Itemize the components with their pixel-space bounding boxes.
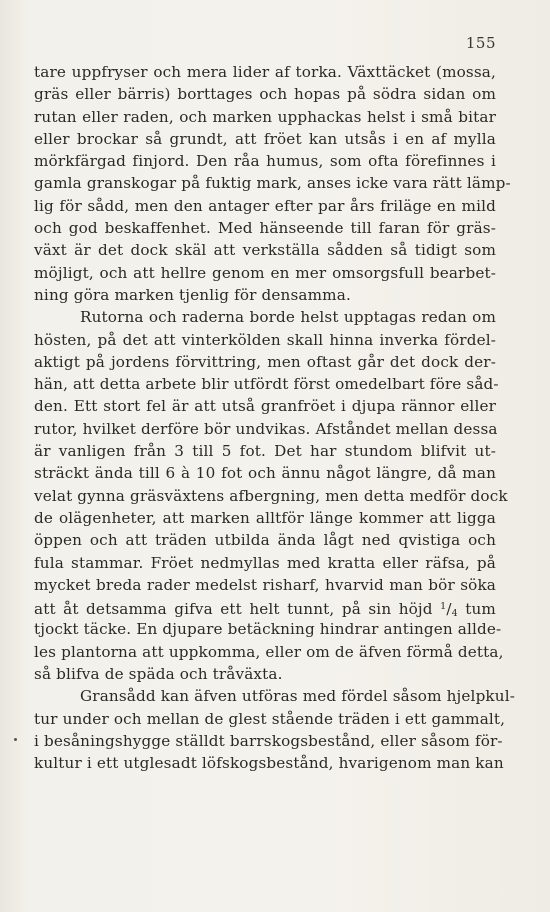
text-segment: att åt detsamma gifva ett helt tunnt, på sin höjd (34, 600, 433, 619)
text-line: sträckt ända till 6 à 10 fot och ännu något längre, då man (34, 464, 496, 483)
text-line: öppen och att träden utbilda ända lågt ned qvistiga och (34, 531, 496, 550)
text-line: lig för sådd, men den antager efter par års friläge en mild (34, 196, 496, 215)
text-line: mörkfärgad finjord. Den råa humus, som ofta förefinnes i (34, 152, 496, 171)
text-line: gamla granskogar på fuktig mark, anses icke vara rätt lämp- (34, 174, 511, 193)
text-line: velat gynna gräsväxtens afbergning, men detta medför dock (34, 486, 508, 505)
paragraph-end-line: så blifva de späda och tråväxta. (34, 665, 283, 684)
paragraph-end-line: ning göra marken tjenlig för densamma. (34, 285, 351, 304)
text-line: fula stammar. Fröet nedmyllas med kratta eller räfsa, på (34, 553, 496, 572)
fraction-line (34, 596, 496, 618)
text-line: och god beskaffenhet. Med hänseende till faran för gräs- (34, 219, 496, 238)
text-line: rutor, hvilket derföre bör undvikas. Afståndet mellan dessa (34, 419, 498, 438)
text-line: les plantorna att uppkomma, eller om de äfven förmå detta, (34, 642, 504, 661)
text-line: de olägenheter, att marken alltför länge kommer att ligga (34, 508, 496, 527)
text-line: i besåningshygge ställdt barrskogsbestånd, eller såsom för- (34, 731, 503, 750)
text-line: eller brockar så grundt, att fröet kan utsås i en af mylla (34, 129, 496, 148)
text-line: möjligt, och att hellre genom en mer omsorgsfull bearbet- (34, 263, 496, 282)
paragraph-start-line: Gransådd kan äfven utföras med fördel såsom hjelpkul- (80, 687, 516, 706)
text-line: är vanligen från 3 till 5 fot. Det har stundom blifvit ut- (34, 442, 496, 461)
unit-text: tum (465, 600, 496, 619)
page-number: 155 (465, 34, 496, 52)
paragraph-start-line: Rutorna och raderna borde helst upptagas redan om (80, 308, 496, 327)
text-line: den. Ett stort fel är att utså granfröet i djupa rännor eller (34, 397, 496, 416)
text-line: tjockt täcke. En djupare betäckning hindrar antingen allde- (34, 620, 502, 639)
text-line: hösten, på det att vinterkölden skall hinna inverka fördel- (34, 330, 496, 349)
margin-mark (14, 738, 17, 741)
text-line: mycket breda rader medelst risharf, hvarvid man bör söka (34, 575, 496, 594)
text-line: aktigt på jordens förvittring, men oftast går det dock der- (34, 352, 496, 371)
text-line: hän, att detta arbete blir utfördt först omedelbart före såd- (34, 375, 499, 394)
text-line: rutan eller raden, och marken upphackas helst i små bitar (34, 107, 496, 126)
text-line: kultur i ett utglesadt löfskogsbestånd, hvarigenom man kan (34, 754, 504, 773)
fraction-slash: / (446, 600, 452, 619)
fraction-numerator: 1 (440, 601, 447, 613)
text-line: tur under och mellan de glest stående träden i ett gammalt, (34, 709, 506, 728)
text-line: växt är det dock skäl att verkställa sådden så tidigt som (34, 241, 496, 260)
body-text (34, 61, 516, 775)
text-line: tare uppfryser och mera lider af torka. Växttäcket (mossa, (34, 63, 496, 81)
fraction-denominator: 4 (451, 608, 458, 620)
text-line: gräs eller bärris) borttages och hopas på södra sidan om (34, 85, 496, 104)
